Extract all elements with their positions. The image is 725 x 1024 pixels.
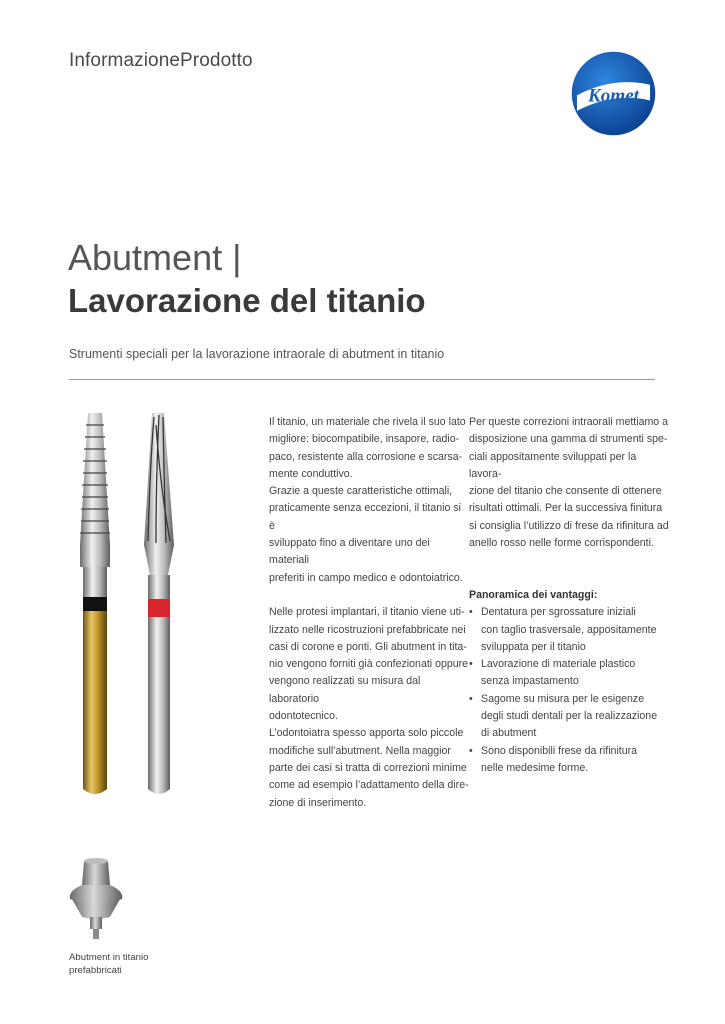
text-line: lizzato nelle ricostruzioni prefabbricate nei [269, 623, 466, 636]
text-line: • Sono disponibili frese da rifinitura [481, 744, 638, 757]
text-line: praticamente senza eccezioni, il titanio si è [269, 502, 461, 532]
text-line: modifiche sull’abutment. Nella maggior [269, 744, 451, 757]
bur-illustration [60, 405, 210, 805]
text-line: anello rosso nelle forme corrispondenti. [469, 537, 654, 550]
text-line: sviluppato fino a diventare uno dei materiali [269, 537, 430, 567]
image-caption [69, 952, 179, 977]
text-line: • Lavorazione di materiale plastico [481, 658, 636, 671]
text-line: mente conduttivo. [269, 467, 353, 480]
text-line: • Sagome su misura per le esigenze [481, 692, 645, 705]
text-line: preferiti in campo medico e odontoiatrico. [269, 571, 463, 584]
text-line: risultati ottimali. Per la successiva finitura [469, 502, 663, 515]
advantage-item [469, 604, 669, 656]
column-2-para-1 [469, 414, 669, 552]
text-line: L’odontoiatra spesso apporta solo piccole [269, 727, 464, 740]
text-line: paco, resistente alla corrosione e scarsa- [269, 450, 463, 463]
caption-line: Abutment in titanio [69, 952, 149, 963]
column-1 [269, 414, 469, 812]
text-line: sviluppata per il titanio [481, 640, 586, 653]
text-line: di abutment [481, 727, 537, 740]
logo-text: Komet [588, 85, 639, 107]
column-1-para-2 [269, 604, 469, 812]
divider [69, 379, 655, 380]
advantage-item [469, 691, 669, 743]
text-line: nio vengono forniti già confezionati oppure [269, 658, 469, 671]
text-line: zione del titanio che consente di ottenere [469, 485, 662, 498]
cross-cut-bur [80, 413, 110, 794]
finishing-bur [144, 413, 174, 794]
advantages-title: Panoramica dei vantaggi: [469, 588, 598, 601]
text-line: Nelle protesi implantari, il titanio viene uti- [269, 606, 465, 619]
text-line: • Dentatura per sgrossature iniziali [481, 606, 636, 619]
title-line-2: Lavorazione del titanio [68, 282, 426, 319]
advantages-list [469, 604, 669, 777]
text-line: ciali appositamente sviluppati per la lavora- [469, 450, 637, 480]
abutment-image [66, 855, 126, 945]
text-line: con taglio trasversale, appositamente [481, 623, 657, 636]
text-line: migliore: biocompatibile, insapore, radio- [269, 433, 460, 446]
text-line: si consiglia l’utilizzo di frese da rifinitura ad [469, 519, 669, 532]
caption-line: prefabbricati [69, 964, 122, 976]
text-line: nelle medesime forme. [481, 761, 589, 774]
text-line: disposizione una gamma di strumenti spe- [469, 433, 668, 446]
advantage-item [469, 656, 669, 691]
advantage-item [469, 743, 669, 778]
column-2 [469, 414, 669, 777]
text-line: senza impastamento [481, 675, 579, 688]
text-line: casi di corone e ponti. Gli abutment in tita- [269, 640, 467, 653]
text-line: Per queste correzioni intraorali mettiamo a [469, 416, 669, 428]
text-line: odontotecnico. [269, 710, 338, 723]
title-line-1: Abutment | [68, 237, 242, 278]
komet-logo [570, 50, 657, 137]
text-line: zione di inserimento. [269, 796, 367, 809]
header-title: InformazioneProdotto [69, 50, 253, 71]
subtitle: Strumenti speciali per la lavorazione intraorale di abutment in titanio [69, 347, 445, 361]
text-line: Grazie a queste caratteristiche ottimali, [269, 485, 453, 498]
text-line: degli studi dentali per la realizzazione [481, 710, 658, 723]
text-line: come ad esempio l’adattamento della dire- [269, 779, 469, 792]
text-line: Il titanio, un materiale che rivela il suo lato [269, 416, 466, 428]
text-line: vengono realizzati su misura dal laboratorio [269, 675, 421, 705]
text-line: parte dei casi si tratta di correzioni minime [269, 761, 467, 774]
column-1-para-1 [269, 414, 469, 587]
